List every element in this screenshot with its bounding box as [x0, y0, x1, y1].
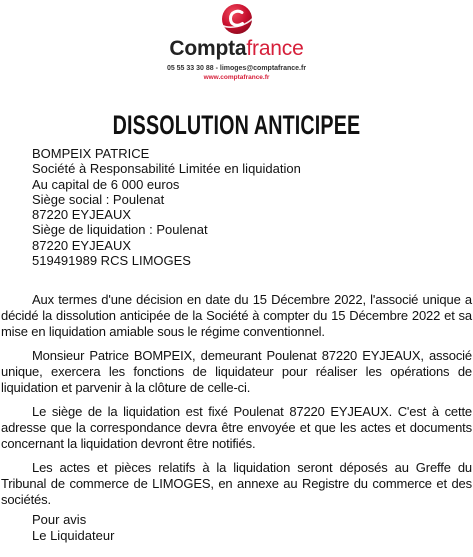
comptafrance-logo-icon	[215, 2, 259, 36]
liquidation-office-city: 87220 EYJEAUX	[32, 237, 132, 253]
company-capital: Au capital de 6 000 euros	[32, 176, 180, 192]
brand-france: france	[246, 37, 304, 60]
paragraph-filing: Les actes et pièces relatifs à la liquidation seront déposés au Greffe du Tribunal de commerce de LIMOGES, en annexe au Registre du commerce et des sociétés.	[1, 460, 472, 507]
paragraph-liquidator: Monsieur Patrice BOMPEIX, demeurant Poulenat 87220 EYJEAUX, associé unique, exercera les fonctions de liquidateur pour réaliser les opérations de liquidation et parvenir à la clôture de celle-ci.	[1, 348, 472, 395]
notice-title: DISSOLUTION ANTICIPEE	[112, 110, 361, 140]
website-link: www.comptafrance.fr	[203, 74, 270, 81]
company-details	[32, 146, 452, 268]
registered-office: Siège social : Poulenat	[32, 191, 165, 207]
paragraph-liquidation-seat: Le siège de la liquidation est fixé Poulenat 87220 EYJEAUX. C'est à cette adresse que la correspondance devra être envoyée et que les actes et documents concernant la liquidation devront être notifiés.	[1, 404, 472, 451]
registered-office-city: 87220 EYJEAUX	[32, 207, 132, 223]
brand-name	[0, 37, 473, 61]
rcs-number: 519491989 RCS LIMOGES	[32, 253, 191, 269]
closing-line-avis: Pour avis	[32, 512, 87, 527]
closing-signature	[32, 512, 114, 544]
closing-line-liquidator: Le Liquidateur	[32, 528, 115, 543]
liquidation-office: Siège de liquidation : Poulenat	[32, 222, 208, 238]
paragraph-decision: Aux termes d'une décision en date du 15 Décembre 2022, l'associé unique a décidé la dissolution anticipée de la Société à compter du 15 Décembre 2022 et sa mise en liquidation amiable sous le régime conventionnel.	[1, 292, 472, 339]
brand-compta: Compta	[169, 37, 247, 60]
header-logo	[0, 2, 473, 82]
contact-line: 05 55 33 30 88 - limoges@comptafrance.fr	[166, 65, 307, 72]
company-name: BOMPEIX PATRICE	[32, 146, 150, 161]
company-form: Société à Responsabilité Limitée en liquidation	[32, 161, 301, 177]
